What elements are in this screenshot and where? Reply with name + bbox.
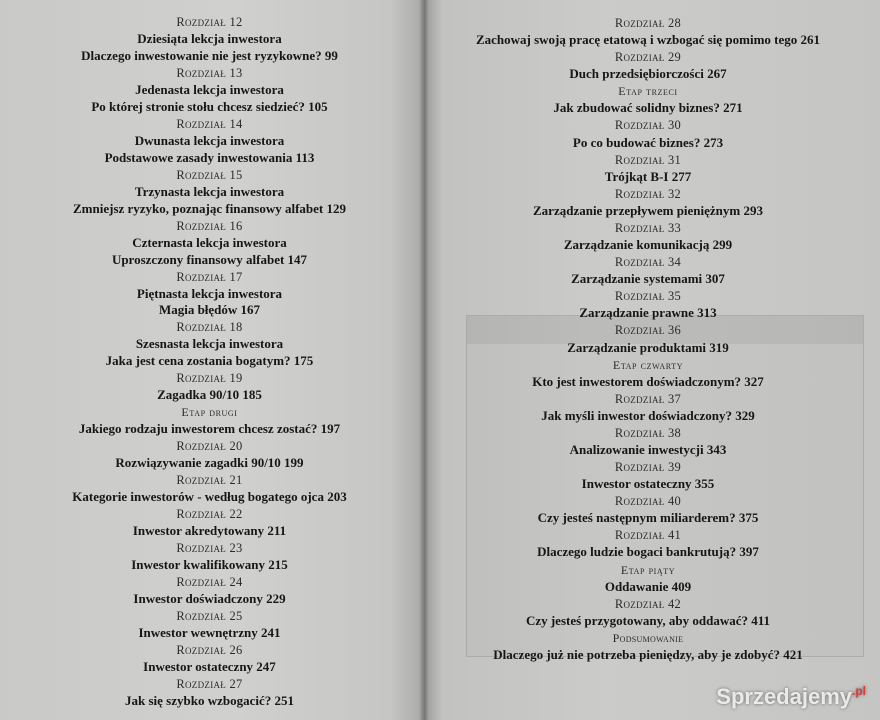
toc-title: Piętnasta lekcja inwestora bbox=[136, 285, 283, 301]
toc-title: Zachowaj swoją pracę etatową i wzbogać się pomimo tego 261 bbox=[475, 32, 821, 48]
toc-title: Szesnasta lekcja inwestora bbox=[135, 336, 284, 352]
toc-title: Dwunasta lekcja inwestora bbox=[134, 132, 285, 148]
toc-title: Analizowanie inwestycji 343 bbox=[569, 442, 727, 457]
toc-title: Zarządzanie komunikacją 299 bbox=[563, 237, 733, 253]
toc-title: Czternasta lekcja inwestora bbox=[132, 234, 287, 250]
toc-chapter: Rozdział 27 bbox=[176, 676, 243, 691]
toc-title: Podstawowe zasady inwestowania 113 bbox=[104, 149, 315, 165]
toc-chapter: Rozdział 39 bbox=[614, 460, 682, 475]
toc-title: Czy jesteś następnym miliarderem? 375 bbox=[537, 510, 759, 526]
toc-title: Uproszczony finansowy alfabet 147 bbox=[111, 251, 308, 267]
toc-title: Trójkąt B-I 277 bbox=[604, 168, 692, 184]
toc-title: Zarządzanie systemami 307 bbox=[571, 271, 725, 287]
toc-title: Po co budować biznes? 273 bbox=[572, 134, 724, 150]
toc-chapter: Rozdział 14 bbox=[176, 116, 243, 131]
toc-chapter: Rozdział 24 bbox=[176, 575, 243, 589]
toc-chapter: Rozdział 20 bbox=[176, 439, 243, 454]
toc-title: Jak zbudować solidny biznes? 271 bbox=[553, 100, 743, 116]
toc-stage: Etap czwarty bbox=[612, 357, 684, 372]
toc-chapter: Rozdział 13 bbox=[176, 65, 243, 80]
toc-title: Inwestor doświadczony 229 bbox=[133, 590, 286, 606]
toc-title: Zarządzanie produktami 319 bbox=[567, 339, 729, 355]
watermark-suffix: .pl bbox=[852, 684, 866, 698]
toc-title: Jakiego rodzaju inwestorem chcesz zostać? 197 bbox=[78, 421, 341, 437]
toc-title: Trzynasta lekcja inwestora bbox=[134, 183, 285, 199]
toc-chapter: Rozdział 33 bbox=[614, 220, 682, 235]
toc-chapter: Rozdział 15 bbox=[176, 167, 243, 182]
toc-chapter: Rozdział 29 bbox=[614, 50, 682, 65]
toc-title: Po której stronie stołu chcesz siedzieć? 105 bbox=[91, 98, 328, 114]
toc-title: Zmniejsz ryzyko, poznając finansowy alfabet 129 bbox=[73, 200, 346, 216]
toc-chapter: Rozdział 28 bbox=[614, 16, 682, 30]
toc-chapter: Rozdział 12 bbox=[176, 15, 243, 29]
toc-title: Zarządzanie przepływem pieniężnym 293 bbox=[533, 202, 763, 218]
toc-chapter: Rozdział 21 bbox=[176, 473, 243, 488]
toc-chapter: Rozdział 23 bbox=[176, 541, 243, 556]
toc-title: Oddawanie 409 bbox=[604, 578, 692, 594]
toc-title: Jak myśli inwestor doświadczony? 329 bbox=[541, 407, 755, 423]
toc-chapter: Rozdział 17 bbox=[176, 269, 243, 284]
toc-chapter: Rozdział 31 bbox=[614, 152, 682, 167]
toc-title: Inwestor akredytowany 211 bbox=[132, 523, 287, 539]
toc-chapter: Rozdział 32 bbox=[614, 186, 682, 201]
toc-chapter: Rozdział 30 bbox=[614, 118, 682, 133]
toc-title: Zarządzanie prawne 313 bbox=[579, 305, 717, 321]
toc-title: Rozwiązywanie zagadki 90/10 199 bbox=[115, 455, 304, 471]
toc-chapter: Rozdział 35 bbox=[614, 289, 682, 304]
toc-stage: Etap piąty bbox=[620, 562, 676, 577]
site-watermark bbox=[716, 684, 866, 710]
toc-stage: Etap drugi bbox=[181, 405, 238, 420]
toc-chapter: Rozdział 42 bbox=[614, 596, 682, 611]
toc-stage: Etap trzeci bbox=[618, 84, 678, 99]
toc-title: Zagadka 90/10 185 bbox=[157, 387, 262, 403]
toc-title: Dlaczego już nie potrzeba pieniędzy, aby je zdobyć? 421 bbox=[493, 646, 803, 662]
toc-chapter: Rozdział 16 bbox=[176, 218, 243, 233]
toc-title: Magia błędów 167 bbox=[158, 302, 261, 318]
toc-title: Dlaczego inwestowanie nie jest ryzykowne? 99 bbox=[81, 47, 338, 63]
toc-title: Jedenasta lekcja inwestora bbox=[135, 81, 284, 97]
toc-chapter: Rozdział 38 bbox=[614, 425, 682, 440]
watermark-brand: Sprzedajemy bbox=[716, 684, 852, 709]
toc-chapter: Rozdział 25 bbox=[176, 608, 243, 623]
toc-chapter: Rozdział 34 bbox=[614, 255, 682, 270]
toc-title: Kto jest inwestorem doświadczonym? 327 bbox=[532, 373, 764, 389]
toc-chapter: Rozdział 40 bbox=[614, 494, 682, 509]
toc-title: Inwestor wewnętrzny 241 bbox=[138, 624, 281, 640]
toc-chapter: Rozdział 19 bbox=[176, 371, 243, 386]
toc-title: Inwestor ostateczny 247 bbox=[143, 658, 276, 674]
toc-chapter: Rozdział 36 bbox=[614, 323, 682, 338]
toc-chapter: Rozdział 41 bbox=[614, 528, 682, 543]
toc-title: Dziesiąta lekcja inwestora bbox=[137, 30, 282, 46]
toc-title: Inwestor kwalifikowany 215 bbox=[131, 557, 288, 573]
toc-chapter: Rozdział 18 bbox=[176, 320, 243, 335]
toc-title: Jak się szybko wzbogacić? 251 bbox=[125, 692, 294, 708]
toc-chapter: Rozdział 37 bbox=[614, 391, 682, 406]
toc-title: Dlaczego ludzie bogaci bankrutują? 397 bbox=[537, 544, 759, 560]
toc-title: Kategorie inwestorów - według bogatego ojca 203 bbox=[72, 489, 347, 505]
toc-title: Czy jesteś przygotowany, aby oddawać? 411 bbox=[525, 612, 771, 628]
toc-chapter: Rozdział 26 bbox=[176, 642, 243, 657]
toc-title: Jaka jest cena zostania bogatym? 175 bbox=[105, 353, 314, 369]
toc-title: Duch przedsiębiorczości 267 bbox=[569, 66, 727, 82]
toc-chapter: Rozdział 22 bbox=[176, 507, 243, 522]
toc-summary: Podsumowanie bbox=[612, 630, 684, 645]
toc-title: Inwestor ostateczny 355 bbox=[581, 476, 715, 492]
